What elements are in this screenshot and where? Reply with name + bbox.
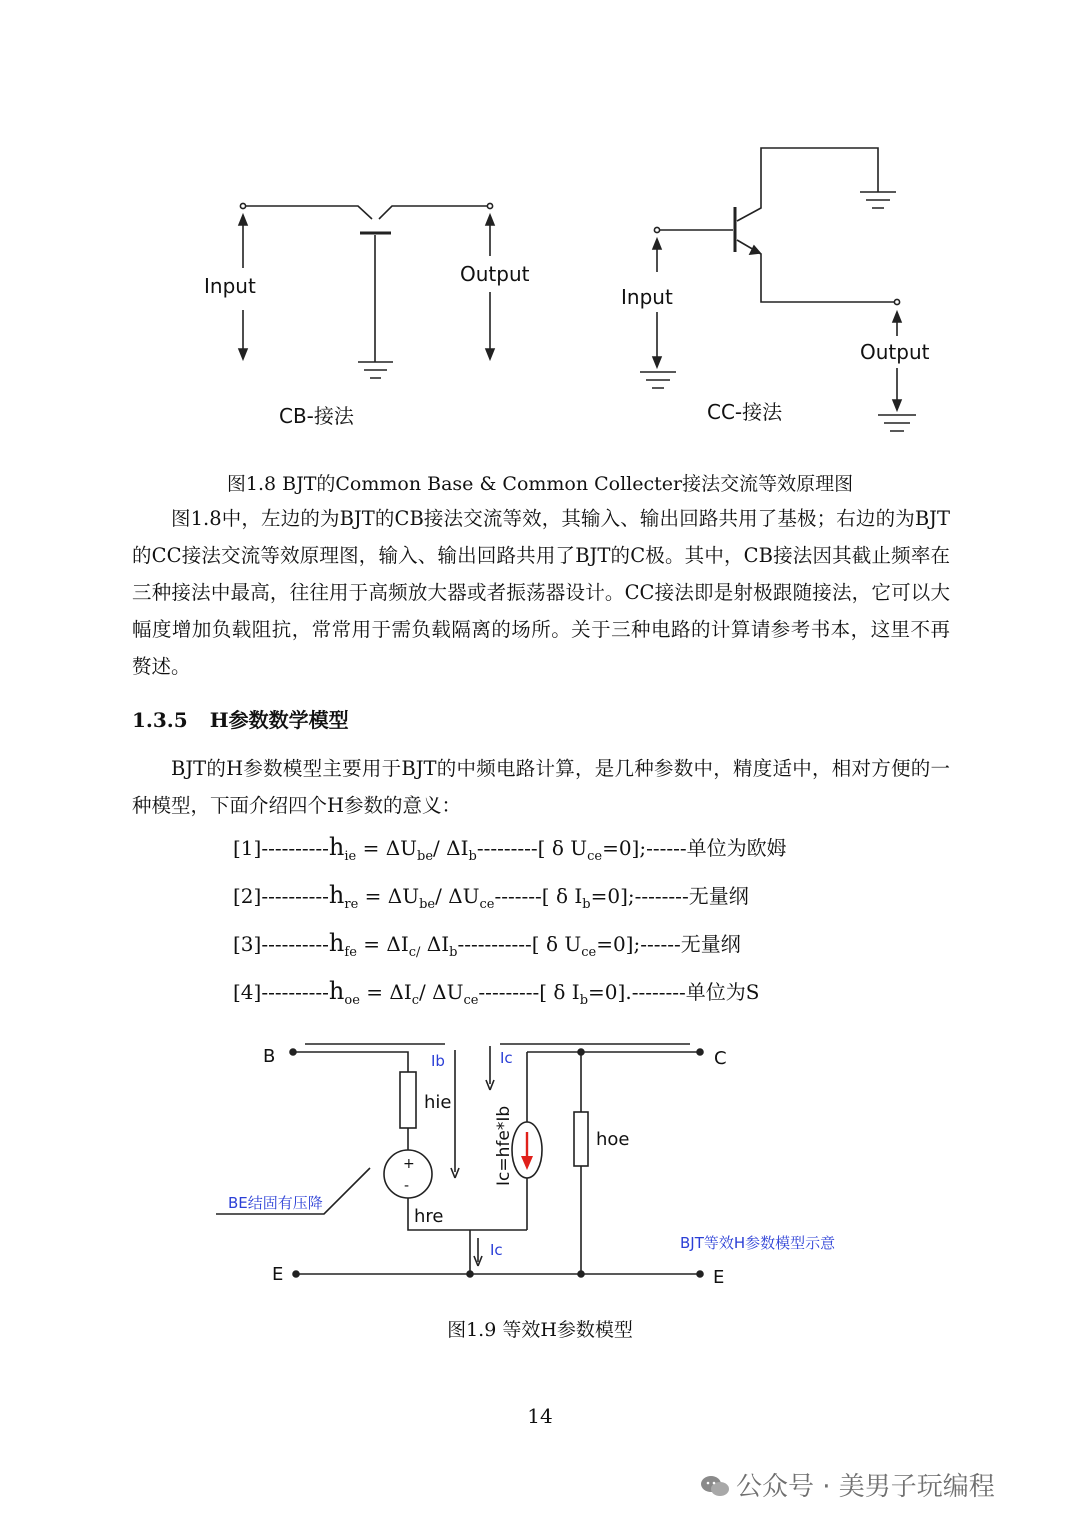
section-number: 1.3.5 xyxy=(132,708,188,732)
watermark xyxy=(700,1466,995,1503)
formula-4: $[4]----------h_{oe} = \Delta I_c/$ $\Delta U_{ce}---------$[ δ $I_b=0].--------$单位为S xyxy=(233,977,760,1008)
page-number: 14 xyxy=(527,1404,553,1428)
cb-collector-wire xyxy=(379,206,487,219)
cc-collector-ground xyxy=(860,192,896,208)
paragraph-1-text: 图1.8中，左边的为BJT的CB接法交流等效，其输入、输出回路共用了基极；右边的为BJT的CC接法交流等效原理图，输入、输出回路共用了BJT的C极。其中，CB接法因其截止频率在三种接法中最高，往往用于高频放大器或者振荡器设计。CC接法即是射极跟随接法，它可以大幅度增加负载阻抗，常常用于需负载隔离的场所。关于三种电路的计算请参考书本，这里不再赘述。 xyxy=(132,507,950,678)
cc-output-label: Output xyxy=(860,340,930,364)
label-ic-bottom: Ic xyxy=(490,1241,503,1259)
cc-input-ground xyxy=(640,372,676,388)
formula-3: $[3]----------h_{fe} = \Delta I_{c/}$ $\Delta I_b-----------$[ δ $U_{ce}=0];------$无量纲 xyxy=(233,929,741,960)
figure-1-9-caption: 图1.9 等效H参数模型 xyxy=(447,1319,633,1341)
hoe-resistor xyxy=(574,1112,588,1166)
label-hoe: hoe xyxy=(596,1129,630,1150)
cb-input-label: Input xyxy=(204,274,256,298)
label-b: B xyxy=(263,1046,276,1067)
cc-output-ground xyxy=(878,415,916,431)
be-note: BE结固有压降 xyxy=(228,1194,323,1212)
label-c: C xyxy=(714,1048,727,1069)
hie-resistor xyxy=(400,1072,416,1128)
label-plus: + xyxy=(403,1156,415,1172)
label-e-right: E xyxy=(713,1267,725,1288)
paragraph-2-text: BJT的H参数模型主要用于BJT的中频电路计算，是几种参数中，精度适中，相对方便的一种模型，下面介绍四个H参数的意义： xyxy=(132,757,951,817)
label-hre: hre xyxy=(414,1206,444,1227)
wechat-icon xyxy=(700,1474,730,1498)
c-terminal xyxy=(697,1049,703,1055)
cc-output-terminal xyxy=(894,299,899,304)
paragraph-1 xyxy=(132,500,950,685)
cc-collector-wire xyxy=(737,148,878,221)
figure-1-8-caption: 图1.8 BJT的Common Base & Common Collecter接法交流等效原理图 xyxy=(226,473,854,495)
label-minus: - xyxy=(404,1178,410,1194)
cc-input-terminal xyxy=(654,227,659,232)
formula-1: $[1]----------h_{ie} = \Delta U_{be}/$ $\Delta I_b---------$[ δ $U_{ce}=0];------$单位为欧姆 xyxy=(233,833,787,864)
label-e-left: E xyxy=(272,1264,284,1285)
figure-1-9-diagram xyxy=(0,1030,1080,1300)
model-note: BJT等效H参数模型示意 xyxy=(680,1234,836,1252)
e-terminal-right xyxy=(697,1271,703,1277)
figure-1-8-diagram xyxy=(0,130,1080,450)
current-source-label: Ic=hfe*Ib xyxy=(494,1105,514,1186)
section-title: H参数数学模型 xyxy=(209,708,349,732)
cb-input-terminal xyxy=(240,203,245,208)
watermark-text: 公众号 · 美男子玩编程 xyxy=(736,1472,995,1502)
label-hie: hie xyxy=(424,1092,452,1113)
cb-output-label: Output xyxy=(460,262,530,286)
cb-emitter-wire xyxy=(246,206,372,219)
cc-title: CC-接法 xyxy=(707,400,783,424)
section-heading xyxy=(132,704,371,733)
paragraph-2 xyxy=(132,750,950,824)
cb-ground xyxy=(358,362,393,378)
label-ic-top: Ic xyxy=(500,1049,513,1067)
cb-title: CB-接法 xyxy=(279,404,354,428)
cc-emitter-wire xyxy=(737,240,894,302)
cb-output-terminal xyxy=(487,203,492,208)
formula-2: $[2]----------h_{re} = \Delta U_{be}/$ $\Delta U_{ce}-------$[ δ $I_b=0];--------$无量纲 xyxy=(233,881,749,912)
label-ib: Ib xyxy=(431,1052,445,1070)
cc-input-label: Input xyxy=(621,285,673,309)
